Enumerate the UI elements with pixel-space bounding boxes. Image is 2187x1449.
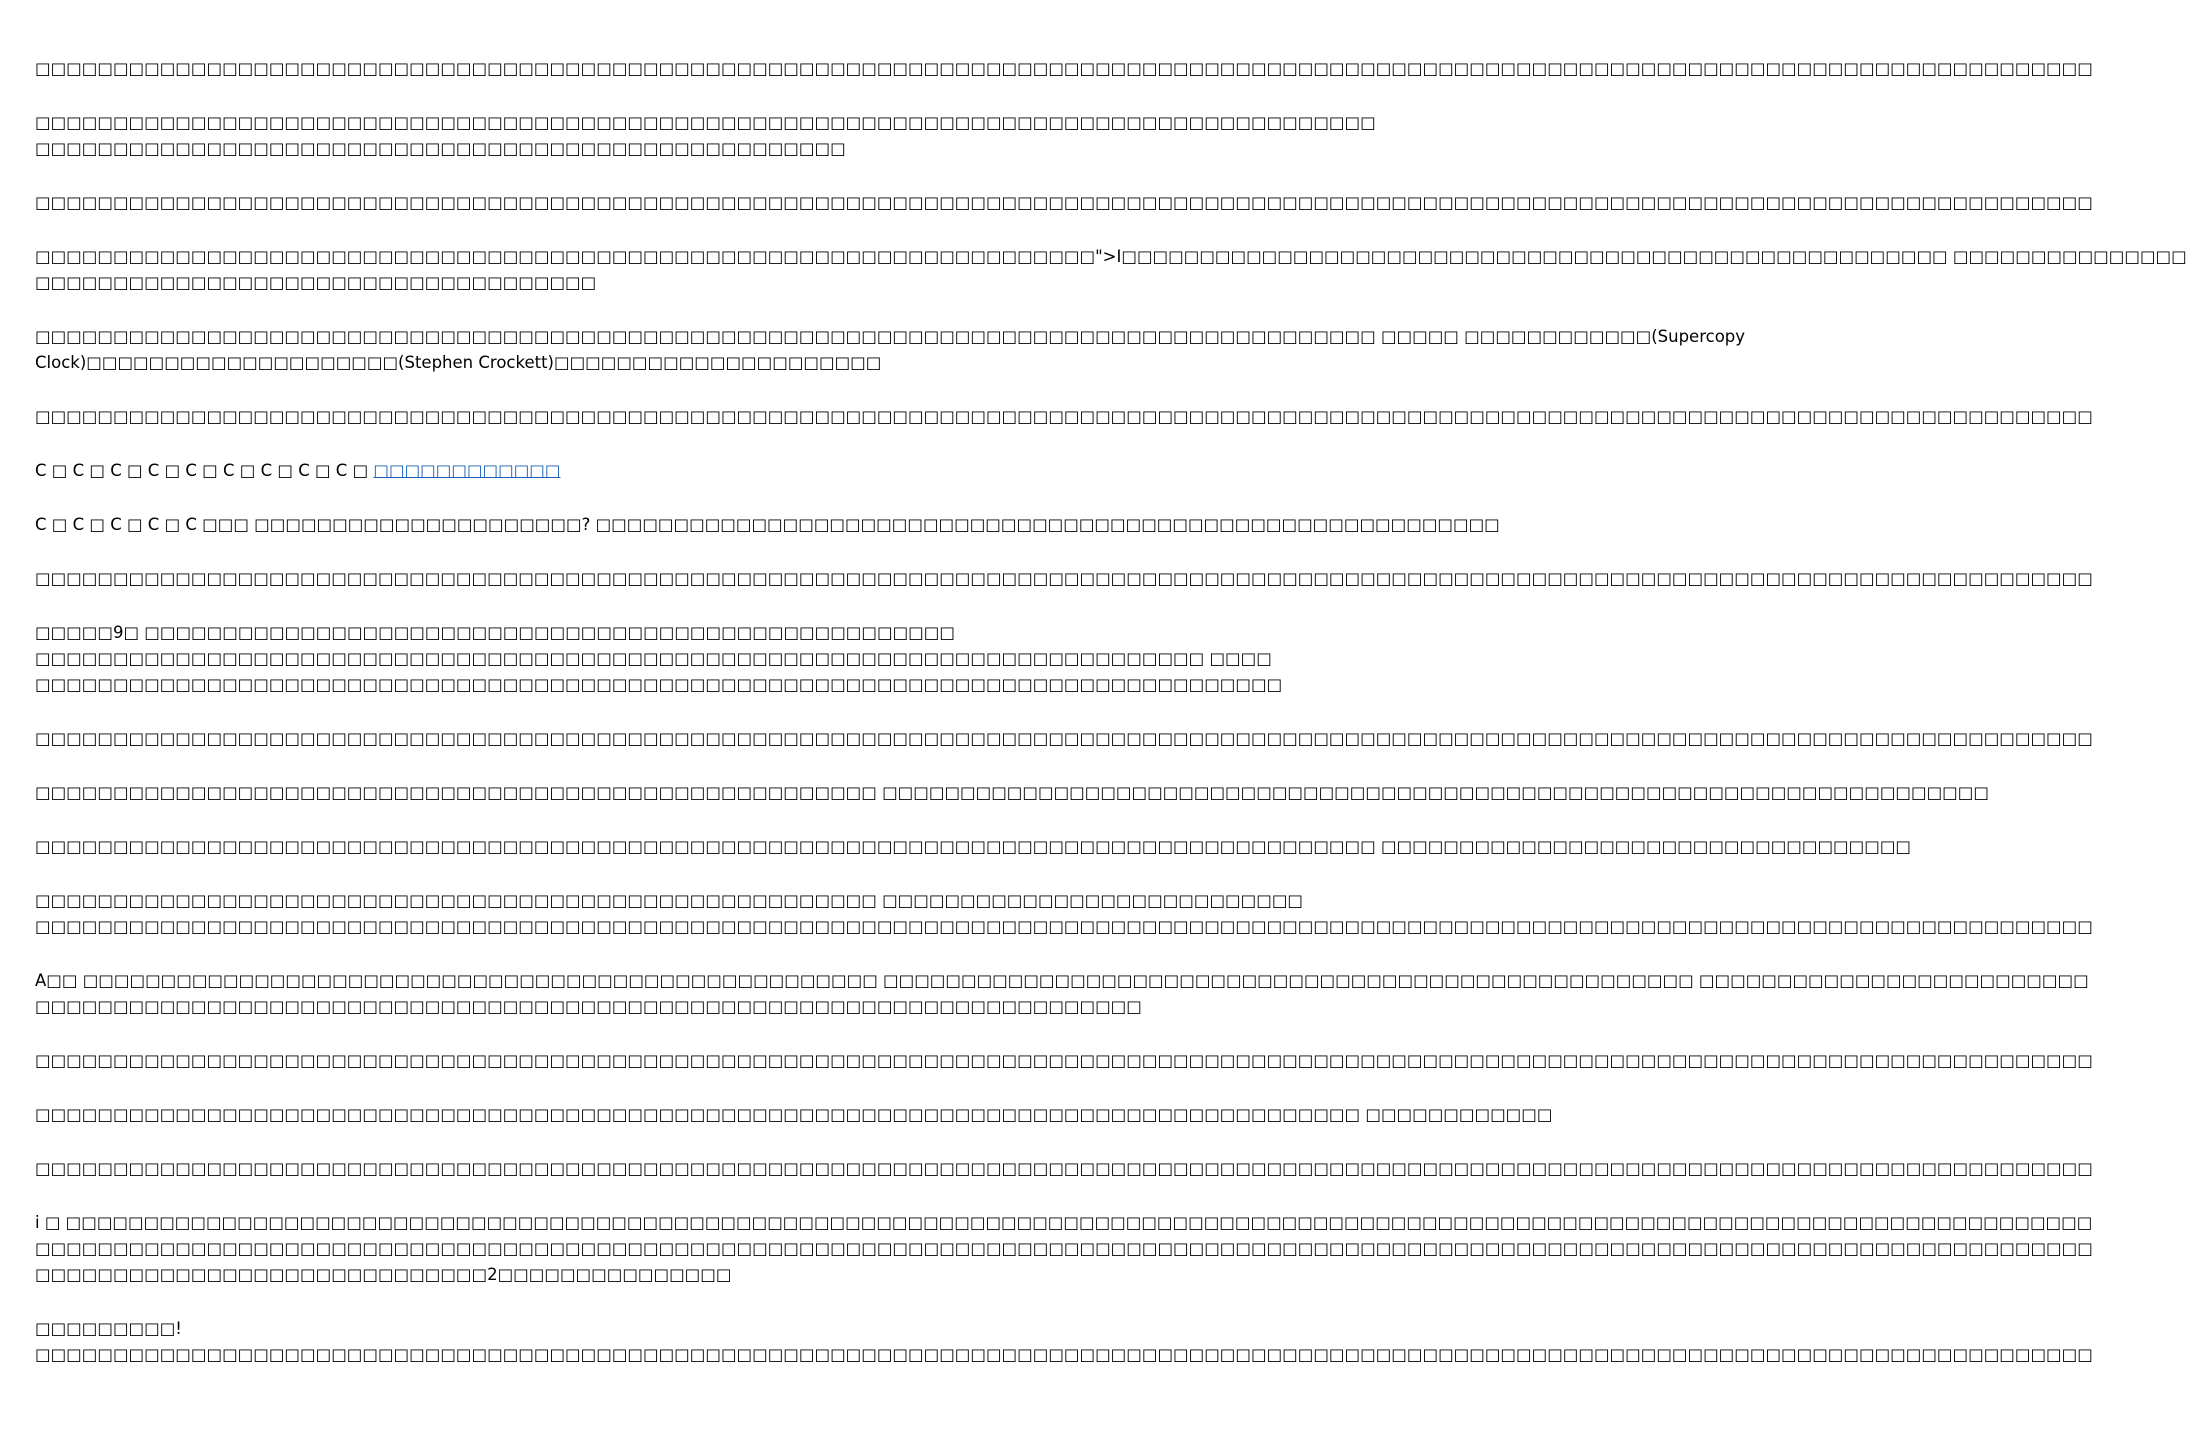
text-line: □□□□□□□□□□□□□□□□□□□□□□□□□□□□□□□□□□□□□□□□□□□□□□□□□□□□: [35, 139, 846, 158]
paragraph-3: [35, 190, 2093, 216]
paragraph-10: [35, 620, 1283, 698]
paragraph-20: [35, 1316, 2093, 1368]
text-line: □□□□□□□□□□□□□□□□□□□□□□□□□□□□□□□□□□□□□□□□□□□□□□□□□□□□□□□□□□□□□□□□□□□□□□□□□□□□□□□□□□□□□□□□□□□□□□□□□□□□□□□□□□□□□□□□□□□□□□□□□□□□□□□□□□□□: [35, 1239, 2093, 1258]
text-line: □□□□□□□□□□□□□□□□□□□□□□□□□□□□□□□□□□□□□□□□□□□□□□□□□□□□□□□□□□□□□□□□□□□□□□□□□□□□□□□□□□□□□□□□□□□□□□□□□□□□□□□□□□□□□□□□□□□□□□□□□□□□□□□□□□□□: [35, 59, 2093, 78]
text-line: Clock)□□□□□□□□□□□□□□□□□□□□(Stephen Crockett)□□□□□□□□□□□□□□□□□□□□□: [35, 353, 882, 372]
text-line: □□□□□□□□□□□□□□□□□□□□□□□□□□□□□□□□□□□□□□□□□□□□□□□□□□□□□□□□□□□□□□□□□□□□□□□□□□□ □□□□: [35, 649, 1272, 668]
paragraph-1: [35, 56, 2093, 82]
text-line: □□□□□□□□□□□□□□□□□□□□□□□□□□□□□□□□□□□□□□□□□□□□□□□□□□□□□□□□□□□□□□□□□□□□□□□□□□□□□□□□□□□□□□□□□□□□□□□□□□□□□□□□□□□□□□□□□□□□□□□□□□□□□□□□□□□□: [35, 917, 2093, 936]
inline-link[interactable]: □□□□□□□□□□□□: [373, 461, 561, 480]
text-line: A□□ □□□□□□□□□□□□□□□□□□□□□□□□□□□□□□□□□□□□□□□□□□□□□□□□□□□ □□□□□□□□□□□□□□□□□□□□□□□□□□□□□□□□□□□□□□□□□□□□□□□□□□□□ □□□□□□□□□□□□□□□□□□□□□□□□□: [35, 971, 2089, 990]
text-line: □□□□□□□□□□□□□□□□□□□□□□□□□□□□□□□□□□□□□□□□□□□□□□□□□□□□□□□□□□□□□□□□□□□□□□□□□□□□□□□□□□□□□□ □□□□□ □□□□□□□□□□□□(Supercopy: [35, 327, 1746, 346]
text-line: □□□□□□□□□□□□□□□□□□□□□□□□□□□□□□□□□□□□□□□□□□□□□□□□□□□□□□□□□□□□□□□□□□□□□□□□□□□□□□□□□□□□□□ □□□□□□□□□□□□□□□□□□□□□□□□□□□□□□□□□□: [35, 837, 1911, 856]
text-line: □□□□□□□□□□□□□□□□□□□□□□□□□□□□□□□□□□□□□□□□□□□□□□□□□□□□□□ □□□□□□□□□□□□□□□□□□□□□□□□□□□□□□□□□□□□□□□□□□□□□□□□□□□□□□□□□□□□□□□□□□□□□□□: [35, 783, 1989, 802]
text-line: □□□□□□□□□□□□□□□□□□□□□□□□□□□□□2□□□□□□□□□□□□□□□: [35, 1265, 732, 1284]
text-line: □□□□□□□□□□□□□□□□□□□□□□□□□□□□□□□□□□□□□□□□□□□□□□□□□□□□□□□□□□□□□□□□□□□□□□□: [35, 997, 1142, 1016]
paragraph-5: [35, 324, 1746, 376]
text-line: □□□□□□□□□□□□□□□□□□□□□□□□□□□□□□□□□□□□□□□□□□□□□□□□□□□□□□□□□□□□□□□□□□□□□□□□□□□□□□□□□□□□□□□□□□□□□□□□□□□□□□□□□□□□□□□□□□□□□□□□□□□□□□□□□□□□: [35, 569, 2093, 588]
text-line: □□□□□□□□□□□□□□□□□□□□□□□□□□□□□□□□□□□□□□□□□□□□□□□□□□□□□□□□□□□□□□□□□□□□□□□□□□□□□□□□□□□□□□□□□□□□□□□□□□□□□□□□□□□□□□□□□□□□□□□□□□□□□□□□□□□□: [35, 407, 2093, 426]
text-line: i □ □□□□□□□□□□□□□□□□□□□□□□□□□□□□□□□□□□□□□□□□□□□□□□□□□□□□□□□□□□□□□□□□□□□□□□□□□□□□□□□□□□□□□□□□□□□□□□□□□□□□□□□□□□□□□□□□□□□□□□□□□□□□□□□□□□: [35, 1213, 2093, 1232]
text-line: □□□□□□□□□□□□□□□□□□□□□□□□□□□□□□□□□□□□□□□□□□□□□□□□□□□□□□□□□□□□□□□□□□□□□□□□□□□□□□□□□□□□□□□□□□□□□□□□□□□□□□□□□□□□□□□□□□□□□□□□□□□□□□□□□□□□: [35, 729, 2093, 748]
paragraph-2: [35, 110, 1376, 162]
text-line: □□□□□□□□□□□□□□□□□□□□□□□□□□□□□□□□□□□□□□□□□□□□□□□□□□□□□□□□□□□□□□□□□□□□□□□□□□□□□□□□□□□□□ □□□□□□□□□□□□: [35, 1105, 1553, 1124]
paragraph-4: [35, 244, 2187, 296]
text-line: □□□□□□□□□□□□□□□□□□□□□□□□□□□□□□□□□□□□□□□□□□□□□□□□□□□□□□□□□□□□□□□□□□□□□□□□□□□□□□□□□□□□□□□□□□□□□□□□□□□□□□□□□□□□□□□□□□□□□□□□□□□□□□□□□□□□: [35, 1345, 2093, 1364]
paragraph-13: [35, 834, 1911, 860]
text-line: □□□□□9□ □□□□□□□□□□□□□□□□□□□□□□□□□□□□□□□□□□□□□□□□□□□□□□□□□□□□: [35, 623, 955, 642]
text-line: □□□□□□□□□□□□□□□□□□□□□□□□□□□□□□□□□□□□□□□□□□□□□□□□□□□□□□□□□□□□□□□□□□□□□□□□□□□□□□□□: [35, 675, 1283, 694]
text-line: □□□□□□□□□□□□□□□□□□□□□□□□□□□□□□□□□□□□□□□□□□□□□□□□□□□□□□□□□□□□□□□□□□□□□□□□□□□□□□□□□□□□□□□□□□□□□□□□□□□□□□□□□□□□□□□□□□□□□□□□□□□□□□□□□□□□: [35, 193, 2093, 212]
text-line: C □ C □ C □ C □ C □□□ □□□□□□□□□□□□□□□□□□□□□? □□□□□□□□□□□□□□□□□□□□□□□□□□□□□□□□□□□□□□□□□□□□□□□□□□□□□□□□□□: [35, 515, 1500, 534]
paragraph-19: [35, 1210, 2093, 1288]
paragraph-7: [35, 458, 990, 484]
document-body: [35, 56, 2187, 1396]
text-line: □□□□□□□□□□□□□□□□□□□□□□□□□□□□□□□□□□□□□□□□□□□□□□□□□□□□□□□□□□□□□□□□□□□□□□□□□□□□□□□□□□□□□□□□□□□□□□□□□□□□□□□□□□□□□□□□□□□□□□□□□□□□□□□□□□□□: [35, 1159, 2093, 1178]
paragraph-17: [35, 1102, 1553, 1128]
text-line: □□□□□□□□□!: [35, 1319, 182, 1338]
text-line: □□□□□□□□□□□□□□□□□□□□□□□□□□□□□□□□□□□□□□□□□□□□□□□□□□□□□□ □□□□□□□□□□□□□□□□□□□□□□□□□□□: [35, 891, 1304, 910]
paragraph-12: [35, 780, 1989, 806]
text-line: □□□□□□□□□□□□□□□□□□□□□□□□□□□□□□□□□□□□□□□□□□□□□□□□□□□□□□□□□□□□□□□□□□□□">I□□□□□□□□□□□□□□□□□□□□□□□□□□□□□□□□□□□□□□□□□□□□□□□□□□□□□ □□□□□□□□□□□□□□□: [35, 247, 2187, 266]
paragraph-11: [35, 726, 2093, 752]
paragraph-6: [35, 404, 2093, 430]
text-line: C □ C □ C □ C □ C □ C □ C □ C □ C □: [35, 461, 374, 480]
text-line: □□□□□□□□□□□□□□□□□□□□□□□□□□□□□□□□□□□□□□□□□□□□□□□□□□□□□□□□□□□□□□□□□□□□□□□□□□□□□□□□□□□□□□: [35, 113, 1376, 132]
text-line: □□□□□□□□□□□□□□□□□□□□□□□□□□□□□□□□□□□□: [35, 273, 597, 292]
paragraph-14: [35, 888, 2093, 940]
paragraph-15: [35, 968, 2089, 1020]
text-line: □□□□□□□□□□□□□□□□□□□□□□□□□□□□□□□□□□□□□□□□□□□□□□□□□□□□□□□□□□□□□□□□□□□□□□□□□□□□□□□□□□□□□□□□□□□□□□□□□□□□□□□□□□□□□□□□□□□□□□□□□□□□□□□□□□□□: [35, 1051, 2093, 1070]
paragraph-9: [35, 566, 2093, 592]
paragraph-18: [35, 1156, 2093, 1182]
text-line-with-link: [35, 458, 990, 484]
paragraph-16: [35, 1048, 2093, 1074]
paragraph-8: [35, 512, 1500, 538]
